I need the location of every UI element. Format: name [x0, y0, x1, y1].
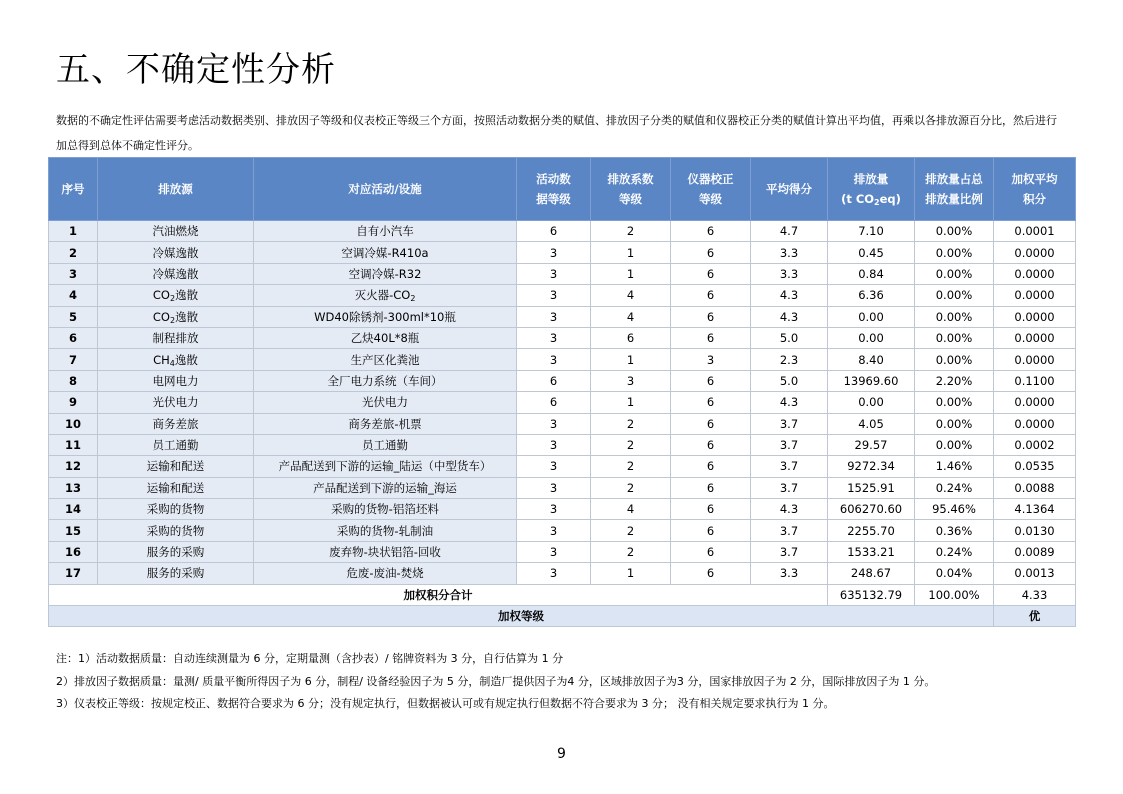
cell-share: 0.24%	[915, 541, 994, 562]
cell-factor-grade: 1	[591, 263, 671, 284]
table-row	[49, 327, 1076, 348]
cell-emission: 2255.70	[828, 520, 915, 541]
cell-source: 制程排放	[98, 327, 254, 348]
table-row	[49, 242, 1076, 263]
cell-no: 2	[49, 242, 98, 263]
uncertainty-table	[48, 157, 1076, 627]
cell-data-grade: 6	[517, 392, 591, 413]
cell-source: 服务的采购	[98, 563, 254, 584]
header-factor-grade: 排放系数等级	[591, 158, 671, 221]
cell-emission: 8.40	[828, 349, 915, 370]
cell-calib-grade: 6	[671, 413, 751, 434]
cell-share: 0.00%	[915, 263, 994, 284]
header-weighted: 加权平均积分	[994, 158, 1076, 221]
table-row	[49, 306, 1076, 327]
table-row	[49, 392, 1076, 413]
cell-weighted: 0.0535	[994, 456, 1076, 477]
cell-data-grade: 3	[517, 541, 591, 562]
table-row	[49, 370, 1076, 391]
cell-weighted: 0.0089	[994, 541, 1076, 562]
cell-source: 电网电力	[98, 370, 254, 391]
cell-emission: 9272.34	[828, 456, 915, 477]
cell-source: 汽油燃烧	[98, 221, 254, 242]
cell-data-grade: 6	[517, 370, 591, 391]
cell-no: 8	[49, 370, 98, 391]
header-share: 排放量占总排放量比例	[915, 158, 994, 221]
cell-factor-grade: 1	[591, 563, 671, 584]
cell-emission: 0.00	[828, 392, 915, 413]
cell-factor-grade: 4	[591, 306, 671, 327]
page-number: 9	[557, 746, 566, 762]
cell-no: 14	[49, 499, 98, 520]
cell-factor-grade: 1	[591, 392, 671, 413]
cell-factor-grade: 2	[591, 434, 671, 455]
cell-emission: 13969.60	[828, 370, 915, 391]
cell-avg: 4.3	[751, 392, 828, 413]
table-body	[49, 221, 1076, 627]
header-avg: 平均得分	[751, 158, 828, 221]
table-row	[49, 520, 1076, 541]
cell-factor-grade: 1	[591, 242, 671, 263]
page-title: 五、不确定性分析	[56, 50, 336, 90]
cell-no: 9	[49, 392, 98, 413]
cell-factor-grade: 6	[591, 327, 671, 348]
cell-activity: 空调冷媒-R32	[254, 263, 517, 284]
cell-calib-grade: 6	[671, 434, 751, 455]
table-row	[49, 413, 1076, 434]
cell-no: 1	[49, 221, 98, 242]
cell-share: 95.46%	[915, 499, 994, 520]
cell-activity: 采购的货物-铝箔坯料	[254, 499, 517, 520]
cell-calib-grade: 3	[671, 349, 751, 370]
cell-data-grade: 3	[517, 349, 591, 370]
cell-no: 7	[49, 349, 98, 370]
cell-data-grade: 3	[517, 306, 591, 327]
cell-activity: 空调冷媒-R410a	[254, 242, 517, 263]
cell-source: 员工通勤	[98, 434, 254, 455]
note-1: 注：1）活动数据质量：自动连续测量为 6 分，定期量测（含抄表）/ 铭牌资料为 3 分，自行估算为 1 分	[56, 652, 564, 665]
cell-activity: 员工通勤	[254, 434, 517, 455]
cell-share: 0.00%	[915, 349, 994, 370]
cell-data-grade: 3	[517, 413, 591, 434]
cell-share: 0.00%	[915, 327, 994, 348]
cell-weighted: 0.0013	[994, 563, 1076, 584]
cell-share: 0.00%	[915, 392, 994, 413]
cell-data-grade: 6	[517, 221, 591, 242]
cell-no: 3	[49, 263, 98, 284]
cell-share: 0.00%	[915, 306, 994, 327]
cell-emission: 7.10	[828, 221, 915, 242]
cell-factor-grade: 2	[591, 456, 671, 477]
cell-weighted: 0.0000	[994, 392, 1076, 413]
cell-activity: 灭火器$-CO_2$	[254, 285, 517, 306]
table-row	[49, 434, 1076, 455]
notes	[56, 648, 1076, 716]
cell-no: 15	[49, 520, 98, 541]
cell-weighted: 0.0000	[994, 413, 1076, 434]
header-no: 序号	[49, 158, 98, 221]
cell-avg: 3.7	[751, 434, 828, 455]
cell-source: 光伏电力	[98, 392, 254, 413]
cell-factor-grade: 2	[591, 477, 671, 498]
cell-calib-grade: 6	[671, 370, 751, 391]
cell-share: 0.00%	[915, 434, 994, 455]
cell-no: 4	[49, 285, 98, 306]
cell-data-grade: 3	[517, 327, 591, 348]
cell-activity: 自有小汽车	[254, 221, 517, 242]
cell-avg: 5.0	[751, 327, 828, 348]
cell-avg: 4.7	[751, 221, 828, 242]
cell-activity: 生产区化粪池	[254, 349, 517, 370]
cell-activity: 光伏电力	[254, 392, 517, 413]
header-emission-label: 排放量	[853, 172, 889, 186]
cell-calib-grade: 6	[671, 306, 751, 327]
sum-label: 加权积分合计	[49, 584, 828, 605]
cell-activity: 废弃物-块状铝箔-回收	[254, 541, 517, 562]
cell-calib-grade: 6	[671, 392, 751, 413]
cell-emission: 0.84	[828, 263, 915, 284]
cell-calib-grade: 6	[671, 477, 751, 498]
cell-activity: 危废-废油-焚烧	[254, 563, 517, 584]
cell-weighted: 0.0000	[994, 327, 1076, 348]
cell-avg: 4.3	[751, 499, 828, 520]
cell-factor-grade: 4	[591, 499, 671, 520]
cell-calib-grade: 6	[671, 285, 751, 306]
cell-no: 17	[49, 563, 98, 584]
table-row	[49, 221, 1076, 242]
cell-share: 0.00%	[915, 221, 994, 242]
cell-no: 12	[49, 456, 98, 477]
cell-avg: 3.7	[751, 413, 828, 434]
cell-activity: 产品配送到下游的运输_陆运（中型货车）	[254, 456, 517, 477]
cell-source: $CO_2$逸散	[98, 285, 254, 306]
cell-weighted: 0.0000	[994, 285, 1076, 306]
header-emission	[828, 158, 915, 221]
table-row	[49, 456, 1076, 477]
cell-activity: 商务差旅-机票	[254, 413, 517, 434]
cell-share: 2.20%	[915, 370, 994, 391]
cell-no: 11	[49, 434, 98, 455]
cell-avg: 4.3	[751, 306, 828, 327]
cell-factor-grade: 2	[591, 413, 671, 434]
grade-label: 加权等级	[49, 606, 994, 627]
cell-avg: 3.7	[751, 456, 828, 477]
note-3: 3）仪表校正等级：按规定校正、数据符合要求为 6 分；没有规定执行，但数据被认可或有规定执行但数据不符合要求为 3 分； 没有相关规定要求执行为 1 分。	[56, 697, 835, 710]
table-row	[49, 499, 1076, 520]
cell-emission: 0.00	[828, 306, 915, 327]
cell-calib-grade: 6	[671, 541, 751, 562]
cell-share: 0.04%	[915, 563, 994, 584]
cell-avg: 3.3	[751, 263, 828, 284]
header-data-grade: 活动数据等级	[517, 158, 591, 221]
cell-emission: 0.45	[828, 242, 915, 263]
cell-no: 13	[49, 477, 98, 498]
cell-calib-grade: 6	[671, 456, 751, 477]
cell-avg: 3.7	[751, 541, 828, 562]
cell-no: 5	[49, 306, 98, 327]
cell-source: $CO_2$逸散	[98, 306, 254, 327]
sum-weighted: 4.33	[994, 584, 1076, 605]
table-row	[49, 563, 1076, 584]
cell-data-grade: 3	[517, 520, 591, 541]
cell-emission: 1525.91	[828, 477, 915, 498]
cell-weighted: 4.1364	[994, 499, 1076, 520]
cell-calib-grade: 6	[671, 499, 751, 520]
cell-avg: 3.3	[751, 242, 828, 263]
grade-value: 优	[994, 606, 1076, 627]
cell-calib-grade: 6	[671, 327, 751, 348]
cell-data-grade: 3	[517, 563, 591, 584]
cell-weighted: 0.0000	[994, 263, 1076, 284]
cell-emission: 0.00	[828, 327, 915, 348]
cell-source: 冷媒逸散	[98, 263, 254, 284]
cell-source: 采购的货物	[98, 499, 254, 520]
table-row	[49, 477, 1076, 498]
cell-data-grade: 3	[517, 456, 591, 477]
cell-emission: 248.67	[828, 563, 915, 584]
cell-factor-grade: 1	[591, 349, 671, 370]
cell-avg: 3.7	[751, 520, 828, 541]
table-row	[49, 285, 1076, 306]
cell-data-grade: 3	[517, 242, 591, 263]
cell-calib-grade: 6	[671, 221, 751, 242]
cell-share: 0.36%	[915, 520, 994, 541]
cell-activity: 采购的货物-轧制油	[254, 520, 517, 541]
cell-emission: 4.05	[828, 413, 915, 434]
cell-factor-grade: 2	[591, 520, 671, 541]
sum-emission: 635132.79	[828, 584, 915, 605]
header-calib-grade: 仪器校正等级	[671, 158, 751, 221]
table-row	[49, 349, 1076, 370]
cell-no: 10	[49, 413, 98, 434]
cell-emission: 606270.60	[828, 499, 915, 520]
cell-calib-grade: 6	[671, 242, 751, 263]
cell-calib-grade: 6	[671, 563, 751, 584]
cell-avg: 5.0	[751, 370, 828, 391]
cell-factor-grade: 2	[591, 221, 671, 242]
table-row	[49, 541, 1076, 562]
cell-source: 运输和配送	[98, 477, 254, 498]
cell-activity: WD40除锈剂-300ml*10瓶	[254, 306, 517, 327]
header-activity: 对应活动/设施	[254, 158, 517, 221]
cell-share: 0.00%	[915, 413, 994, 434]
cell-data-grade: 3	[517, 285, 591, 306]
cell-activity: 全厂电力系统（车间）	[254, 370, 517, 391]
cell-data-grade: 3	[517, 477, 591, 498]
cell-factor-grade: 4	[591, 285, 671, 306]
cell-calib-grade: 6	[671, 263, 751, 284]
cell-weighted: 0.0130	[994, 520, 1076, 541]
cell-data-grade: 3	[517, 263, 591, 284]
cell-weighted: 0.0000	[994, 306, 1076, 327]
cell-no: 16	[49, 541, 98, 562]
cell-share: 0.24%	[915, 477, 994, 498]
cell-source: $CH_4$逸散	[98, 349, 254, 370]
sum-row	[49, 584, 1076, 605]
table-row	[49, 263, 1076, 284]
cell-source: 商务差旅	[98, 413, 254, 434]
cell-factor-grade: 3	[591, 370, 671, 391]
cell-factor-grade: 2	[591, 541, 671, 562]
cell-data-grade: 3	[517, 434, 591, 455]
cell-calib-grade: 6	[671, 520, 751, 541]
note-2: 2）排放因子数据质量：量测/ 质量平衡所得因子为 6 分，制程/ 设备经验因子为 5 分，制造厂提供因子为4 分，区域排放因子为3 分，国家排放因子为 2 分，国际排放因子为 1 分。	[56, 674, 936, 688]
table-header	[49, 158, 1076, 221]
cell-emission: 6.36	[828, 285, 915, 306]
grade-row	[49, 606, 1076, 627]
cell-weighted: 0.0000	[994, 242, 1076, 263]
cell-avg: 4.3	[751, 285, 828, 306]
cell-data-grade: 3	[517, 499, 591, 520]
cell-share: 0.00%	[915, 285, 994, 306]
cell-no: 6	[49, 327, 98, 348]
cell-avg: 2.3	[751, 349, 828, 370]
header-source: 排放源	[98, 158, 254, 221]
cell-share: 1.46%	[915, 456, 994, 477]
cell-weighted: 0.0001	[994, 221, 1076, 242]
cell-source: 运输和配送	[98, 456, 254, 477]
cell-weighted: 0.0002	[994, 434, 1076, 455]
cell-source: 冷媒逸散	[98, 242, 254, 263]
intro-paragraph: 数据的不确定性评估需要考虑活动数据类别、排放因子等级和仪表校正等级三个方面，按照活动数据分类的赋值、排放因子分类的赋值和仪器校正分类的赋值计算出平均值，再乘以各排放源百分比，然后进行加总得到总体不确定性评分。	[56, 114, 1057, 152]
cell-weighted: 0.1100	[994, 370, 1076, 391]
cell-weighted: 0.0000	[994, 349, 1076, 370]
cell-weighted: 0.0088	[994, 477, 1076, 498]
cell-emission: 1533.21	[828, 541, 915, 562]
cell-activity: 乙炔40L*8瓶	[254, 327, 517, 348]
cell-source: 采购的货物	[98, 520, 254, 541]
cell-source: 服务的采购	[98, 541, 254, 562]
cell-activity: 产品配送到下游的运输_海运	[254, 477, 517, 498]
sum-share: 100.00%	[915, 584, 994, 605]
cell-avg: 3.3	[751, 563, 828, 584]
cell-emission: 29.57	[828, 434, 915, 455]
cell-avg: 3.7	[751, 477, 828, 498]
cell-share: 0.00%	[915, 242, 994, 263]
header-emission-unit: (t $CO_2eq$)	[841, 192, 901, 207]
